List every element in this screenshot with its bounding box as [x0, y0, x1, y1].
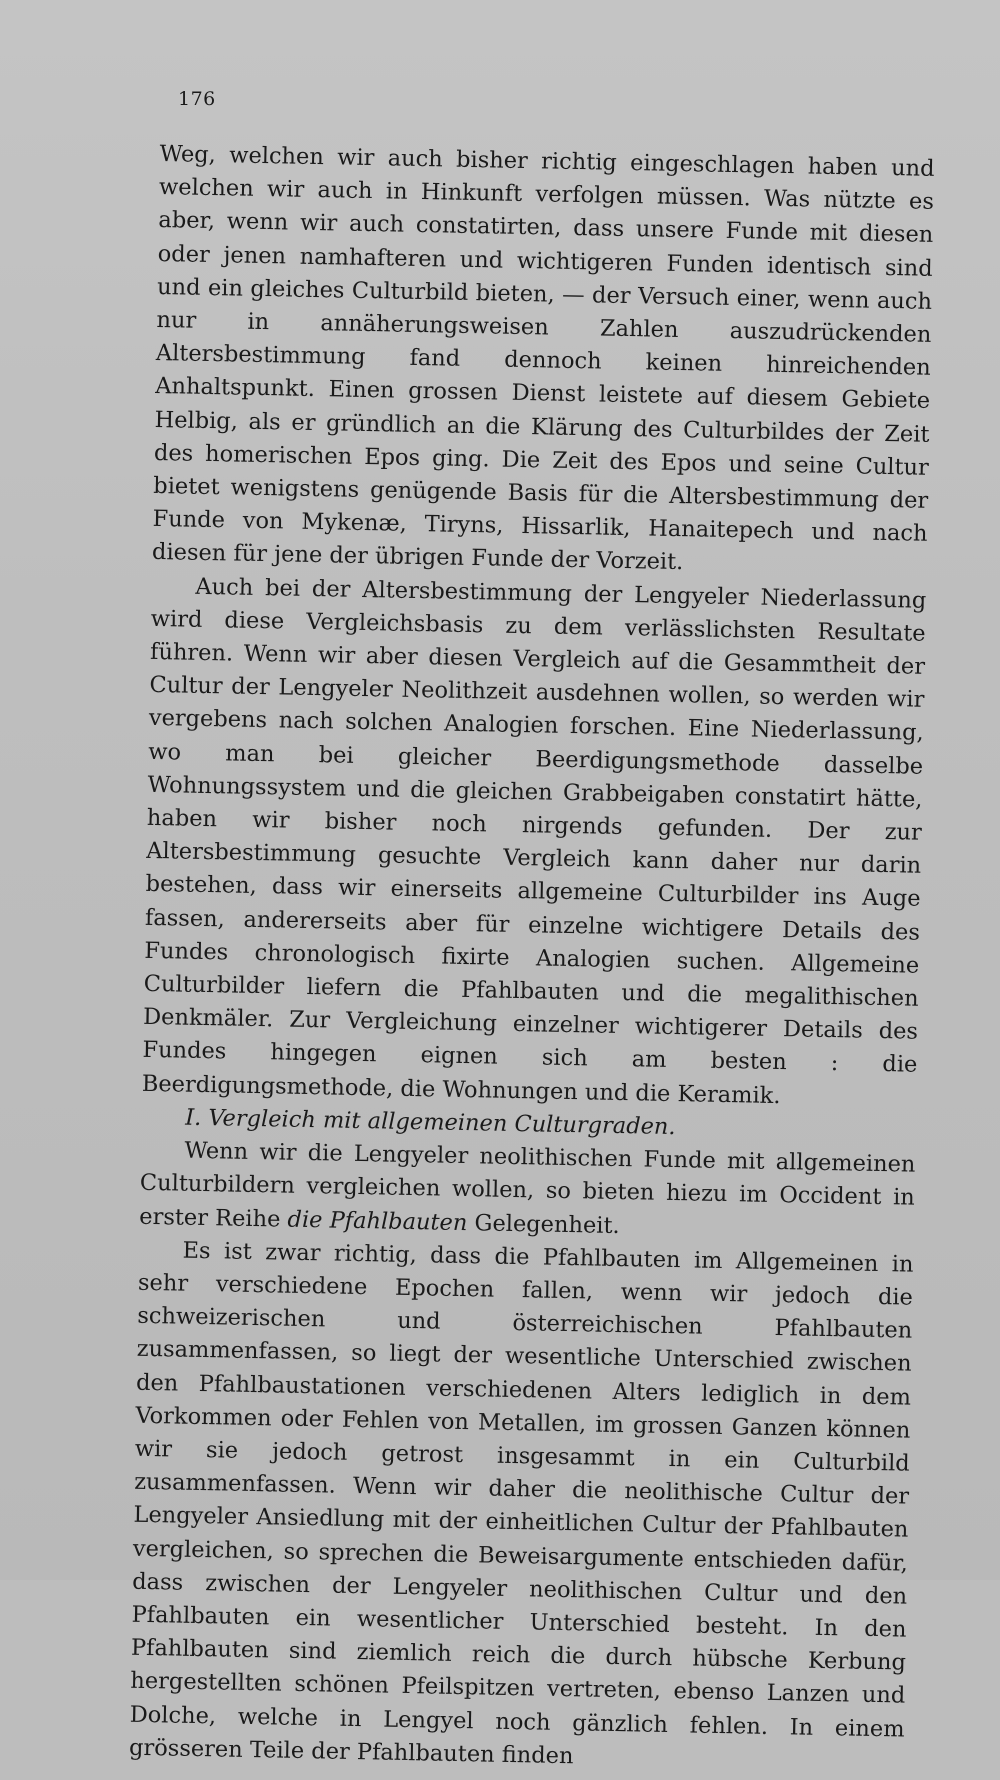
body-text — [129, 138, 935, 1780]
paragraph-1: Weg, welchen wir auch bisher richtig eingeschlagen haben und welchen wir auch in Hinkunft verfolgen müssen. Was nützte es aber, wenn wir auch constatirten, dass unsere Funde mit diesen oder jenen namhafteren und wichtigeren Funden identisch sind und ein gleiches Culturbild bieten, — der Versuch einer, wenn auch nur in annäherungsweisen Zahlen auszudrückenden Altersbestimmung fand dennoch keinen hinreichenden Anhaltspunkt. Einen grossen Dienst leistete auf diesem Gebiete Helbig, als er gründlich an die Klärung des Culturbildes der Zeit des homerischen Epos ging. Die Zeit des Epos und seine Cultur bietet wenigstens genügende Basis für die Altersbestimmung der Funde von Mykenæ, Tiryns, Hissarlik, Hanaitepech und nach diesen für jene der übrigen Funde der Vorzeit. — [151, 140, 935, 576]
paragraph-4: Es ist zwar richtig, dass die Pfahlbauten im Allgemeinen in sehr verschiedene Epochen fallen, wenn wir jedoch die schweizerischen und österreichischen Pfahlbauten zusammenfassen, so liegt der wesentliche Unterschied zwischen den Pfahlbaustationen verschiedenen Alters lediglich in dem Vorkommen oder Fehlen von Metallen, im grossen Ganzen können wir sie jedoch getrost insgesammt in ein Culturbild zusammenfassen. Wenn wir daher die neolithische Cultur der Lengyeler Ansiedlung mit der einheitlichen Cultur der Pfahlbauten vergleichen, so sprechen die Beweisargumente entschieden dafür, dass zwischen der Lengyeler neolithischen Cultur und den Pfahlbauten ein wesentlicher Unterschied besteht. In den Pfahlbauten sind ziemlich reich die durch hübsche Kerbung hergestellten schönen Pfeilspitzen vertreten, ebenso Lanzen und Dolche, welche in Lengyel noch gänzlich fehlen. In einem grösseren Teile der Pfahlbauten finden — [128, 1237, 914, 1769]
paragraph-3-text: Wenn wir die Lengyeler neolithischen Funde mit allgemeinen Culturbildern vergleichen wollen, so bieten hiezu im Occident in erster Reihe — [139, 1137, 916, 1233]
page-number: 176 — [178, 88, 216, 110]
paragraph-3-italic: die Pfahlbauten — [287, 1206, 468, 1236]
paragraph-3 — [139, 1134, 916, 1248]
paragraph-3-end: Gelegenheit. — [474, 1209, 620, 1239]
section-heading: I. Vergleich mit allgemeinen Culturgraden. — [184, 1104, 676, 1140]
paragraph-2: Auch bei der Altersbestimmung der Lengyeler Niederlassung wird diese Vergleichsbasis zu dem verlässlichsten Resultate führen. Wenn wir aber diesen Vergleich auf die Gesammtheit der Cultur der Lengyeler Neolithzeit ausdehnen wollen, so werden wir vergebens nach solchen Analogien forschen. Eine Niederlassung, wo man bei gleicher Beerdigungsmethode dasselbe Wohnungssystem und die gleichen Grabbeigaben constatirt hätte, haben wir bisher noch nirgends gefunden. Der zur Altersbestimmung gesuchte Vergleich kann daher nur darin bestehen, dass wir einerseits allgemeine Culturbilder ins Auge fassen, andererseits aber für einzelne wichtigere Details des Fundes chronologisch fixirte Analogien suchen. Allgemeine Culturbilder liefern die Pfahlbauten und die megalithischen Denkmäler. Zur Vergleichung einzelner wichtigerer Details des Fundes hingegen eignen sich am besten : die Beerdigungsmethode, die Wohnungen und die Keramik. — [141, 573, 927, 1109]
